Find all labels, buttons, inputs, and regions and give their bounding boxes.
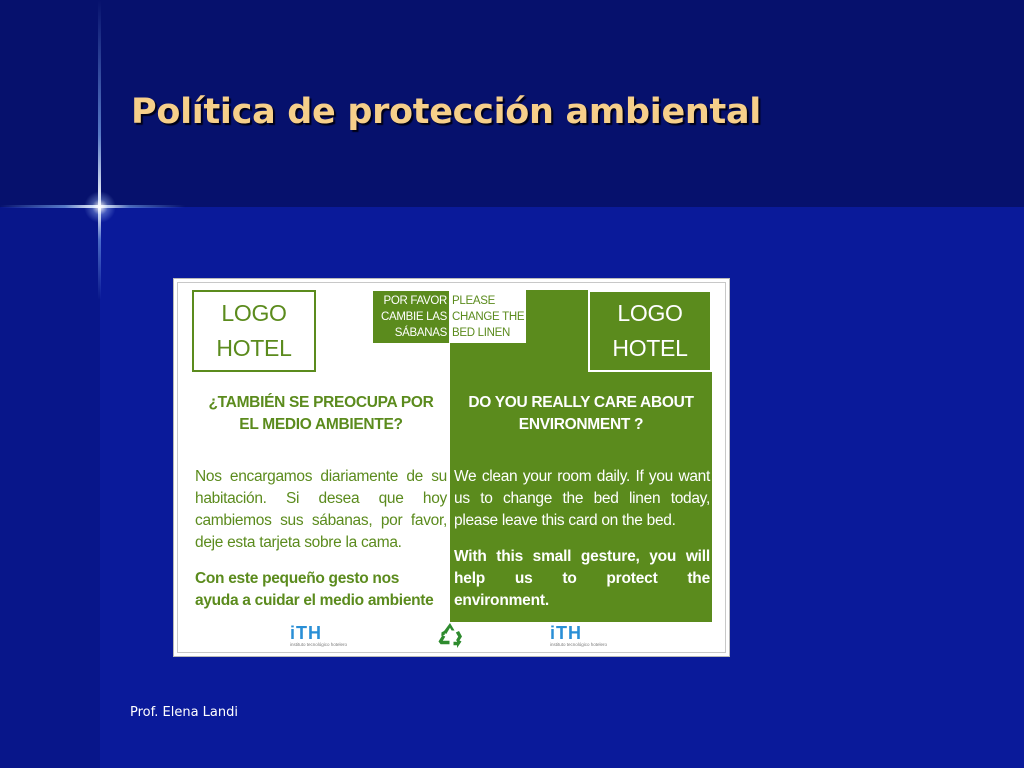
slide-left-band xyxy=(0,207,100,768)
logo-right-line2: HOTEL xyxy=(612,335,688,361)
body-text-es xyxy=(195,466,447,554)
request-en-line: PLEASE xyxy=(452,295,495,307)
question-en xyxy=(455,392,707,436)
body-en-line: We clean your room daily. If you want xyxy=(454,468,710,485)
body-es-line: habitación. Si desea que hoy xyxy=(195,490,447,507)
logo-right-line1: LOGO xyxy=(617,300,683,326)
gesture-es-line: Con este pequeño gesto nos xyxy=(195,570,400,587)
body-es-line: Nos encargamos diariamente de su xyxy=(195,468,447,485)
ith-logo-sub: instituto tecnológico hotelero xyxy=(290,642,348,647)
body-es-line: deje esta tarjeta sobre la cama. xyxy=(195,534,402,551)
gesture-text-es xyxy=(195,568,447,612)
ith-logo-mark: iTH xyxy=(290,623,322,643)
ith-logo-right xyxy=(550,624,630,654)
question-en-line: ENVIRONMENT ? xyxy=(518,416,644,433)
logo-left-line1: LOGO xyxy=(221,300,287,326)
logo-hotel-left xyxy=(192,290,316,372)
request-en-line: BED LINEN xyxy=(452,327,511,339)
gesture-text-en xyxy=(454,546,710,612)
recycle-icon xyxy=(436,621,464,649)
request-es-line: CAMBIE LAS xyxy=(380,311,447,323)
body-text-en xyxy=(454,466,710,532)
body-es-line: cambiemos sus sábanas, por favor, xyxy=(195,512,447,529)
question-en-line: DO YOU REALLY CARE ABOUT xyxy=(468,394,694,411)
logo-left-line2: HOTEL xyxy=(216,335,292,361)
request-en-line: CHANGE THE xyxy=(452,311,525,323)
gesture-en-line: environment. xyxy=(454,592,549,609)
question-es xyxy=(196,392,446,436)
question-es-line: EL MEDIO AMBIENTE? xyxy=(239,416,403,433)
footer-author: Prof. Elena Landi xyxy=(130,705,238,720)
request-es-line: SÁBANAS xyxy=(394,327,447,339)
star-flare-vertical xyxy=(98,0,101,300)
gesture-es-line: ayuda a cuidar el medio ambiente xyxy=(195,592,434,609)
body-en-line: please leave this card on the bed. xyxy=(454,512,676,529)
request-label-es xyxy=(373,291,449,343)
ith-logo-left xyxy=(290,624,370,654)
request-label-en xyxy=(452,291,526,343)
question-es-line: ¿TAMBIÉN SE PREOCUPA POR xyxy=(208,394,434,411)
gesture-en-line: With this small gesture, you will xyxy=(454,548,710,565)
star-flare-icon xyxy=(84,191,116,223)
request-es-line: POR FAVOR xyxy=(383,295,447,307)
logo-hotel-right xyxy=(588,290,712,372)
ith-logo-sub: instituto tecnológico hotelero xyxy=(550,642,608,647)
body-en-line: us to change the bed linen today, xyxy=(454,490,710,507)
gesture-en-line: help us to protect the xyxy=(454,570,710,587)
slide-title: Política de protección ambiental xyxy=(131,92,761,132)
ith-logo-mark: iTH xyxy=(550,623,582,643)
